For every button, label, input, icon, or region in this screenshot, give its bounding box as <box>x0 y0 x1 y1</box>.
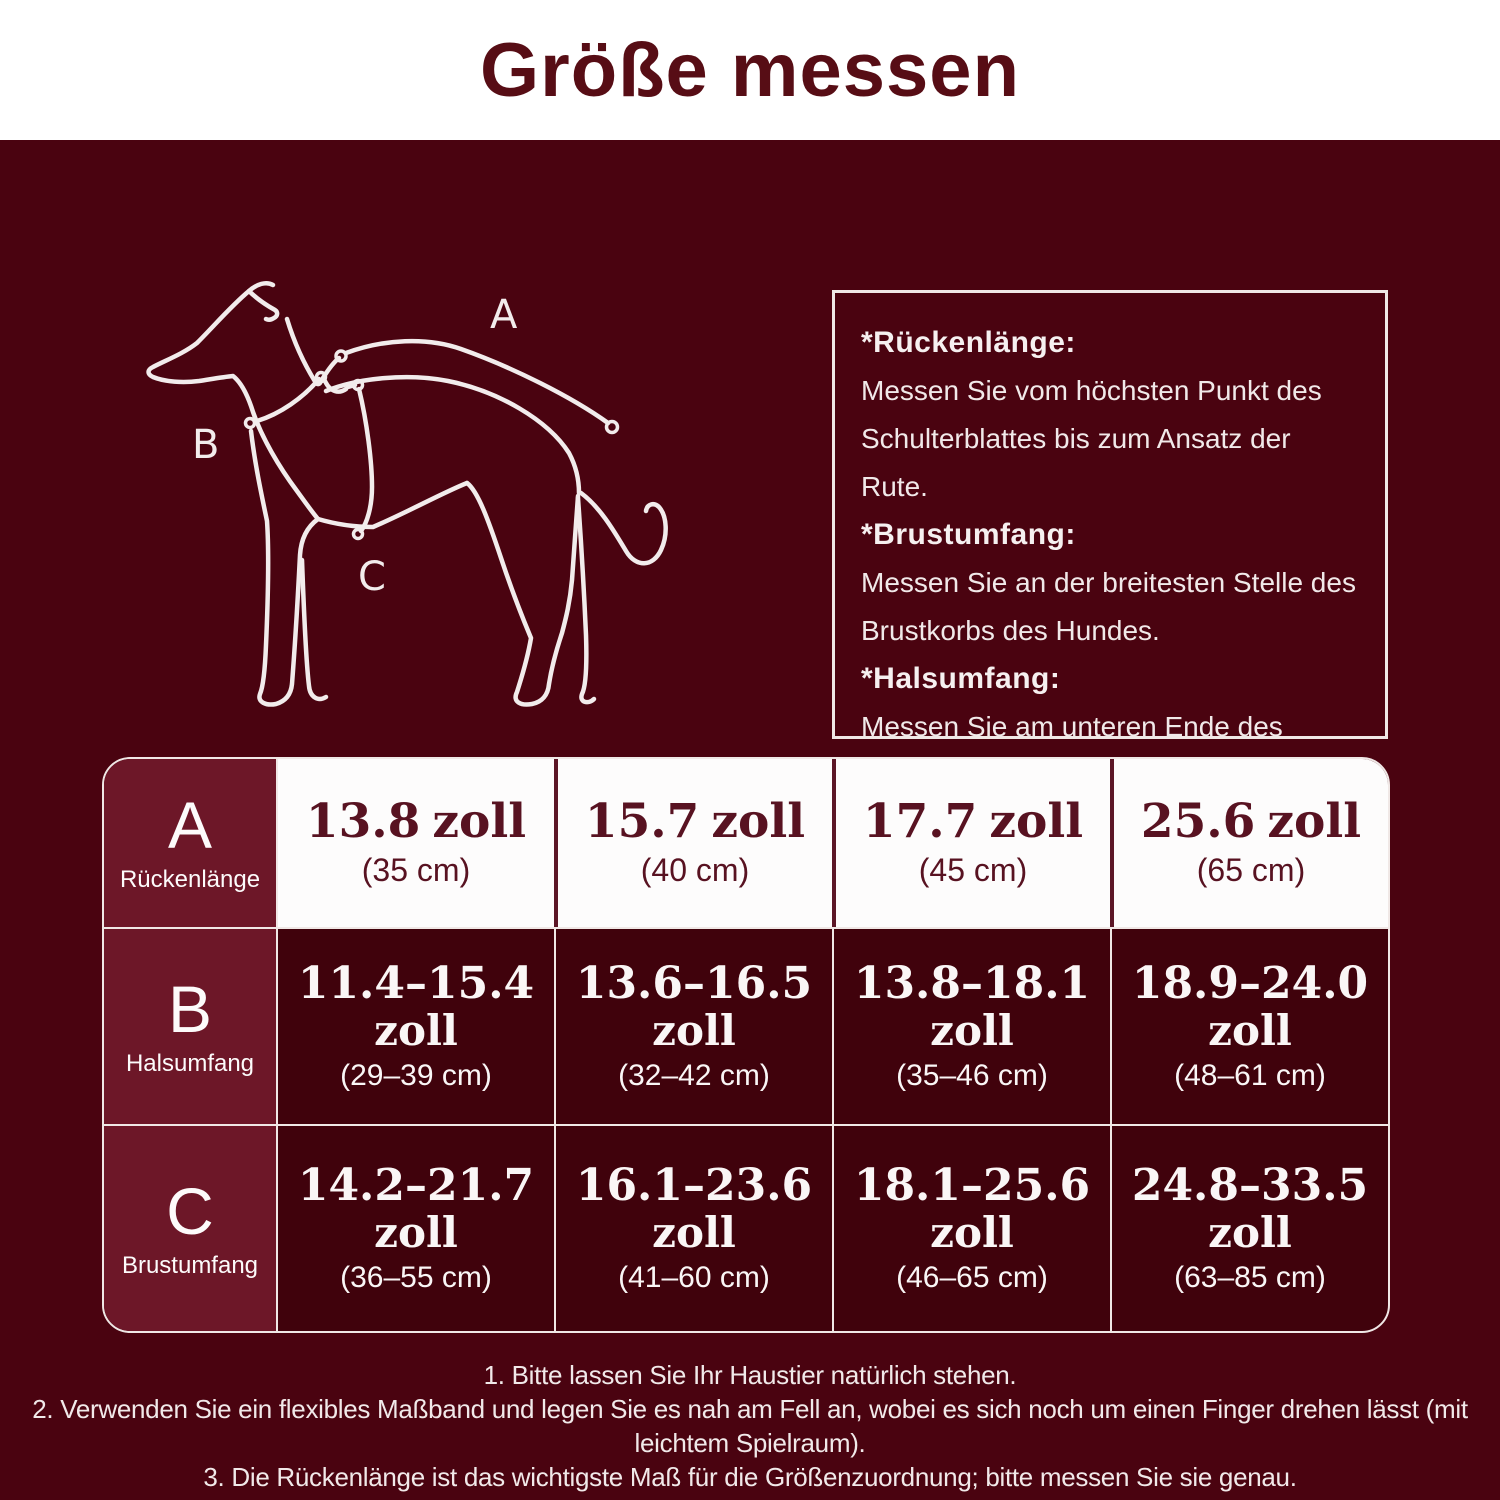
row-header-halsumfang <box>104 927 276 1124</box>
cell-unit: zoll <box>374 1005 458 1055</box>
cell-value: 18.9–24.0 <box>1131 958 1369 1010</box>
cell-cm: (45 cm) <box>918 852 1028 889</box>
cell-cm: (29–39 cm) <box>340 1058 492 1092</box>
diagram-label-b: B <box>192 422 220 468</box>
dog-measurement-diagram <box>120 250 740 730</box>
cell-cm: (46–65 cm) <box>896 1260 1048 1294</box>
cell-cm: (40 cm) <box>640 852 750 889</box>
table-cell <box>554 927 832 1124</box>
cell-cm: (35 cm) <box>361 852 471 889</box>
note-line: 3. Die Rückenlänge ist das wichtigste Maß für die Größenzuordnung; bitte messen Sie sie genau. <box>203 1462 1297 1492</box>
cell-value: 18.1–25.6 <box>853 1160 1091 1212</box>
row-header-rueckenlaenge <box>104 759 276 927</box>
cell-cm: (32–42 cm) <box>618 1058 770 1092</box>
measure-line-c <box>359 389 372 531</box>
table-cell <box>1110 1124 1388 1331</box>
table-cell <box>832 1124 1110 1331</box>
diagram-label-c: C <box>358 554 386 600</box>
table-cell <box>554 759 832 927</box>
note-line: 1. Bitte lassen Sie Ihr Haustier natürlich stehen. <box>483 1360 1017 1390</box>
table-cell <box>832 927 1110 1124</box>
cell-value: 14.2–21.7 <box>297 1160 535 1212</box>
cell-cm: (36–55 cm) <box>340 1260 492 1294</box>
cell-unit: zoll <box>374 1207 458 1257</box>
dog-outline-drawing <box>149 283 666 704</box>
definition-heading: *Halsumfang: <box>861 662 1061 695</box>
cell-value: 25.6 <box>1140 793 1256 849</box>
cell-unit: zoll <box>652 1207 736 1257</box>
cell-value: 17.7 <box>862 793 978 849</box>
cell-unit: zoll <box>1208 1207 1292 1257</box>
cell-cm: (63–85 cm) <box>1174 1260 1326 1294</box>
definition-heading: *Brustumfang: <box>861 518 1076 551</box>
table-cell <box>276 927 554 1124</box>
row-key: A <box>167 788 213 862</box>
measure-endpoint-icon <box>354 381 363 390</box>
row-header-brustumfang <box>104 1124 276 1331</box>
cell-value: 13.8 <box>305 793 421 849</box>
cell-cm: (35–46 cm) <box>896 1058 1048 1092</box>
table-cell <box>276 759 554 927</box>
measure-endpoint-icon <box>607 422 618 433</box>
cell-cm: (48–61 cm) <box>1174 1058 1326 1092</box>
definition-body: Messen Sie an der breitesten Stelle des Brustkorbs des Hundes. <box>861 567 1356 646</box>
cell-value: 24.8–33.5 <box>1131 1160 1369 1212</box>
cell-unit: zoll <box>652 1005 736 1055</box>
measure-endpoint-icon <box>354 530 363 539</box>
measurement-lines <box>192 292 618 600</box>
measure-line-b <box>257 379 319 421</box>
cell-unit: zoll <box>930 1207 1014 1257</box>
definition-body: Messen Sie vom höchsten Punkt des Schulterblattes bis zum Ansatz der Rute. <box>861 375 1322 502</box>
row-label: Halsumfang <box>125 1049 255 1077</box>
table-cell <box>276 1124 554 1331</box>
table-cell <box>1110 759 1388 927</box>
cell-cm: (41–60 cm) <box>618 1260 770 1294</box>
cell-cm: (65 cm) <box>1196 852 1306 889</box>
definition-heading: *Rückenlänge: <box>861 326 1076 359</box>
row-key: C <box>166 1173 214 1248</box>
cell-value: 13.6–16.5 <box>575 958 813 1010</box>
cell-value: 15.7 <box>584 793 700 849</box>
table-cell <box>554 1124 832 1331</box>
cell-unit: zoll <box>1267 793 1362 849</box>
row-key: B <box>167 971 213 1046</box>
definition-body: Messen Sie am unteren Ende des <box>861 711 1283 742</box>
table-cell <box>832 759 1110 927</box>
cell-unit: zoll <box>989 793 1084 849</box>
cell-value: 16.1–23.6 <box>575 1160 813 1212</box>
measure-endpoint-icon <box>336 351 346 361</box>
note-line: 2. Verwenden Sie ein flexibles Maßband und legen Sie es nah am Fell an, wobei es sich noch um einen Finger drehen lässt (mit leichtem Spielraum). <box>32 1394 1468 1458</box>
diagram-label-a: A <box>490 292 518 338</box>
measurement-definitions-box <box>832 290 1388 742</box>
page-header <box>0 0 1500 140</box>
cell-unit: zoll <box>711 793 806 849</box>
measure-endpoint-icon <box>246 419 255 428</box>
dark-background-section <box>0 140 1500 1500</box>
measure-line-a <box>346 341 608 423</box>
measurement-notes <box>0 1358 1500 1494</box>
cell-unit: zoll <box>432 793 527 849</box>
table-cell <box>1110 927 1388 1124</box>
row-label: Rückenlänge <box>119 866 261 893</box>
cell-value: 11.4–15.4 <box>297 958 535 1010</box>
size-table <box>102 757 1390 1333</box>
cell-unit: zoll <box>1208 1005 1292 1055</box>
page-title: Größe messen <box>480 27 1020 113</box>
cell-value: 13.8–18.1 <box>853 958 1091 1010</box>
cell-unit: zoll <box>930 1005 1014 1055</box>
row-label: Brustumfang <box>121 1251 259 1279</box>
